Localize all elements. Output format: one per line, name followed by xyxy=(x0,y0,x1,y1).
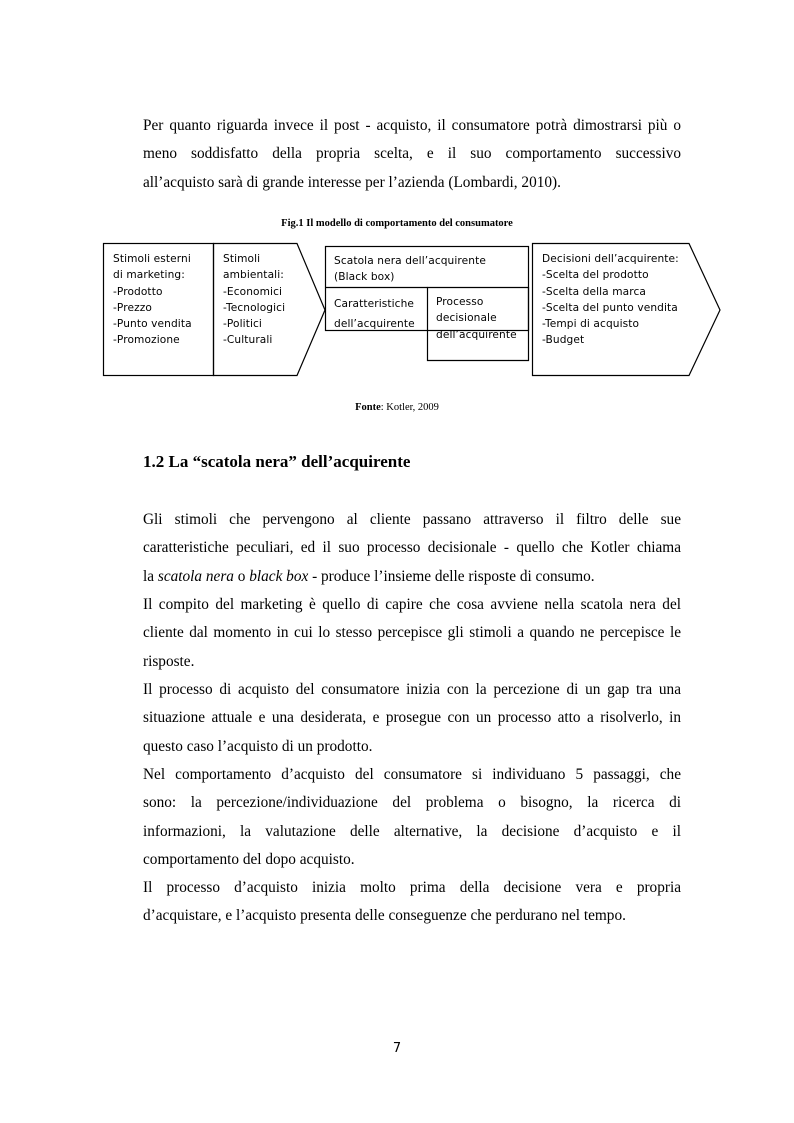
box2-line: -Culturali xyxy=(223,334,273,347)
figure-caption: Fig.1 Il modello di comportamento del consumatore xyxy=(281,218,513,229)
box1-line: -Promozione xyxy=(113,334,180,347)
box4-line: Decisioni dell’acquirente: xyxy=(542,253,679,265)
p1-text-c: - produce l’insieme delle risposte di consumo. xyxy=(308,567,595,585)
box2-line: ambientali: xyxy=(223,269,284,282)
paragraph-3 xyxy=(143,676,681,761)
box2-line: Stimoli xyxy=(223,253,261,265)
box3-header-line: (Black box) xyxy=(334,271,395,284)
box2-line: -Tecnologici xyxy=(223,301,286,314)
p4-line-4: comportamento del dopo acquisto. xyxy=(143,851,355,869)
paragraph-4 xyxy=(143,761,681,875)
box3-left-text xyxy=(334,294,415,334)
p3-line-3: questo caso l’acquisto di un prodotto. xyxy=(143,737,373,755)
box3-right-line: Processo xyxy=(436,296,484,308)
term-scatola-nera: scatola nera xyxy=(157,567,234,585)
box1-line: -Punto vendita xyxy=(113,318,192,331)
p2-line-2: cliente dal momento in cui lo stesso percepisce gli stimoli a quando ne percepisce le xyxy=(143,624,681,642)
paragraph-1 xyxy=(143,506,681,591)
p5-line-1: Il processo d’acquisto inizia molto prima della decisione vera e propria xyxy=(143,879,681,896)
box4-text xyxy=(542,251,679,349)
box3-right-line: dell’acquirente xyxy=(436,328,517,341)
consumer-behavior-diagram xyxy=(0,0,794,420)
paragraph-5 xyxy=(143,874,681,931)
paragraph-2 xyxy=(143,591,681,676)
box2-line: -Politici xyxy=(223,318,262,331)
intro-line-3: all’acquisto sarà di grande interesse per l’azienda (Lombardi, 2010). xyxy=(143,173,561,191)
p1-line-2: caratteristiche peculiari, ed il suo processo decisionale - quello che Kotler chiama xyxy=(143,539,681,557)
box2-line: -Economici xyxy=(223,285,283,298)
page-number: 7 xyxy=(392,1041,402,1056)
box1-text xyxy=(113,251,192,349)
p1-text-b: o xyxy=(233,567,250,585)
p3-line-2: situazione attuale e una desiderata, e prosegue con un processo atto a risolverlo, in xyxy=(143,709,681,727)
box3-header-line: Scatola nera dell’acquirente xyxy=(334,255,486,267)
box1-line: -Prezzo xyxy=(113,301,152,314)
p4-line-2: sono: la percezione/individuazione del problema o bisogno, la ricerca di xyxy=(143,794,681,812)
p5-line-2: d’acquistare, e l’acquisto presenta delle conseguenze che perdurano nel tempo. xyxy=(143,907,626,925)
p2-line-3: risposte. xyxy=(143,652,195,670)
p3-line-1: Il processo di acquisto del consumatore inizia con la percezione di un gap tra una xyxy=(143,681,681,698)
box4-line: -Tempi di acquisto xyxy=(542,318,640,331)
box3-header-text xyxy=(334,253,486,286)
intro-line-2: meno soddisfatto della propria scelta, e il suo comportamento successivo xyxy=(143,145,681,163)
source-label: Fonte xyxy=(355,402,381,413)
box4-line: -Scelta della marca xyxy=(542,285,646,298)
p2-line-1: Il compito del marketing è quello di capire che cosa avviene nella scatola nera del xyxy=(143,596,681,613)
intro-line-1: Per quanto riguarda invece il post - acquisto, il consumatore potrà dimostrarsi più o xyxy=(143,117,681,134)
box1-line: Stimoli esterni xyxy=(113,253,191,265)
box4-line: -Scelta del prodotto xyxy=(542,269,649,282)
p1-line-1: Gli stimoli che pervengono al cliente passano attraverso il filtro delle sue xyxy=(143,511,681,528)
source-text: : Kotler, 2009 xyxy=(380,402,439,413)
box1-line: di marketing: xyxy=(113,269,185,282)
p4-line-3: informazioni, la valutazione delle alternative, la decisione d’acquisto e il xyxy=(143,822,681,840)
box4-line: -Scelta del punto vendita xyxy=(542,301,678,314)
box3-left-line: dell’acquirente xyxy=(334,318,415,330)
box3-right-line: decisionale xyxy=(436,312,497,325)
section-title: 1.2 La “scatola nera” dell’acquirente xyxy=(143,452,411,471)
box2-text xyxy=(223,251,285,349)
box4-line: -Budget xyxy=(542,334,585,347)
p1-line-3 xyxy=(143,563,681,591)
term-black-box: black box xyxy=(249,567,309,585)
figure-source xyxy=(0,402,794,413)
box3-right-text xyxy=(436,294,517,343)
box3-left-line: Caratteristiche xyxy=(334,298,415,310)
box1-line: -Prodotto xyxy=(113,285,163,298)
p1-text-a: la xyxy=(143,567,158,585)
p4-line-1: Nel comportamento d’acquisto del consumatore si individuano 5 passaggi, che xyxy=(143,766,681,783)
